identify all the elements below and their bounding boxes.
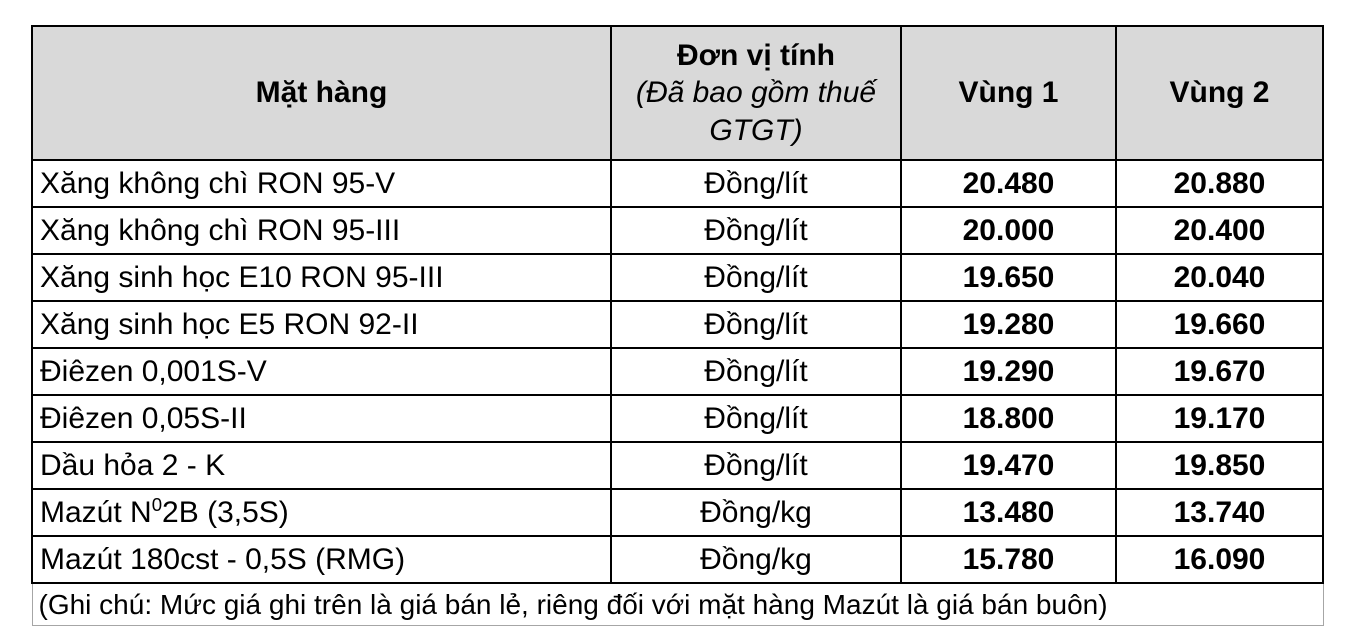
item-name-superscript: 0 <box>151 493 163 515</box>
table-row <box>32 536 1323 583</box>
region1-price-cell: 19.280 <box>901 301 1116 348</box>
item-name-cell <box>32 536 611 583</box>
column-header-unit-label: Đơn vị tính <box>677 38 835 72</box>
item-name-text: Mazút 180cst - 0,5S (RMG) <box>40 542 406 576</box>
unit-cell: Đồng/lít <box>611 348 901 395</box>
region2-price-cell: 20.400 <box>1116 207 1323 254</box>
item-name-cell <box>32 301 611 348</box>
unit-cell: Đồng/lít <box>611 442 901 489</box>
table-row <box>32 442 1323 489</box>
item-name-cell <box>32 395 611 442</box>
unit-cell: Đồng/lít <box>611 254 901 301</box>
item-name-cell <box>32 254 611 301</box>
region1-price-cell: 20.480 <box>901 160 1116 207</box>
region1-price-cell: 19.470 <box>901 442 1116 489</box>
item-name-text: Điêzen 0,001S-V <box>40 354 267 388</box>
column-header-item-label: Mặt hàng <box>255 76 388 110</box>
region1-price-cell: 19.650 <box>901 254 1116 301</box>
header-row <box>32 26 1323 160</box>
region1-price-cell: 19.290 <box>901 348 1116 395</box>
unit-cell: Đồng/kg <box>611 489 901 536</box>
item-name-text: Mazút N <box>40 495 152 529</box>
region1-price-cell: 20.000 <box>901 207 1116 254</box>
region2-price-cell: 19.850 <box>1116 442 1323 489</box>
region1-price-cell: 15.780 <box>901 536 1116 583</box>
unit-cell: Đồng/lít <box>611 301 901 348</box>
item-name-text: Điêzen 0,05S-II <box>40 401 247 435</box>
table-row <box>32 489 1323 536</box>
table-row <box>32 160 1323 207</box>
region1-price-cell: 13.480 <box>901 489 1116 536</box>
column-header-unit <box>611 26 901 160</box>
column-header-unit-sublabel: (Đã bao gồm thuế GTGT) <box>635 76 877 147</box>
column-header-region1-label: Vùng 1 <box>958 76 1059 110</box>
column-header-region1 <box>901 26 1116 160</box>
item-name-text: Xăng không chì RON 95-V <box>40 166 396 200</box>
region2-price-cell: 19.170 <box>1116 395 1323 442</box>
item-name-text: 2B (3,5S) <box>162 495 289 529</box>
column-header-region2-label: Vùng 2 <box>1169 76 1270 110</box>
item-name-cell <box>32 160 611 207</box>
unit-cell: Đồng/lít <box>611 395 901 442</box>
table-note: (Ghi chú: Mức giá ghi trên là giá bán lẻ, riêng đối với mặt hàng Mazút là giá bán buôn) <box>32 583 1323 626</box>
region2-price-cell: 16.090 <box>1116 536 1323 583</box>
table-row <box>32 207 1323 254</box>
unit-cell: Đồng/lít <box>611 207 901 254</box>
item-name-cell <box>32 442 611 489</box>
region2-price-cell: 19.660 <box>1116 301 1323 348</box>
table-row <box>32 301 1323 348</box>
item-name-text: Xăng sinh học E5 RON 92-II <box>40 307 419 341</box>
item-name-text: Dầu hỏa 2 - K <box>40 448 226 482</box>
item-name-cell <box>32 348 611 395</box>
table-row <box>32 348 1323 395</box>
item-name-text: Xăng không chì RON 95-III <box>40 213 401 247</box>
table-row <box>32 254 1323 301</box>
region2-price-cell: 20.040 <box>1116 254 1323 301</box>
column-header-item <box>32 26 611 160</box>
region2-price-cell: 20.880 <box>1116 160 1323 207</box>
region2-price-cell: 19.670 <box>1116 348 1323 395</box>
fuel-price-table <box>31 25 1324 626</box>
region1-price-cell: 18.800 <box>901 395 1116 442</box>
note-row <box>32 583 1323 626</box>
item-name-cell <box>32 489 611 536</box>
region2-price-cell: 13.740 <box>1116 489 1323 536</box>
table-row <box>32 395 1323 442</box>
item-name-text: Xăng sinh học E10 RON 95-III <box>40 260 444 294</box>
item-name-cell <box>32 207 611 254</box>
unit-cell: Đồng/kg <box>611 536 901 583</box>
unit-cell: Đồng/lít <box>611 160 901 207</box>
column-header-region2 <box>1116 26 1323 160</box>
